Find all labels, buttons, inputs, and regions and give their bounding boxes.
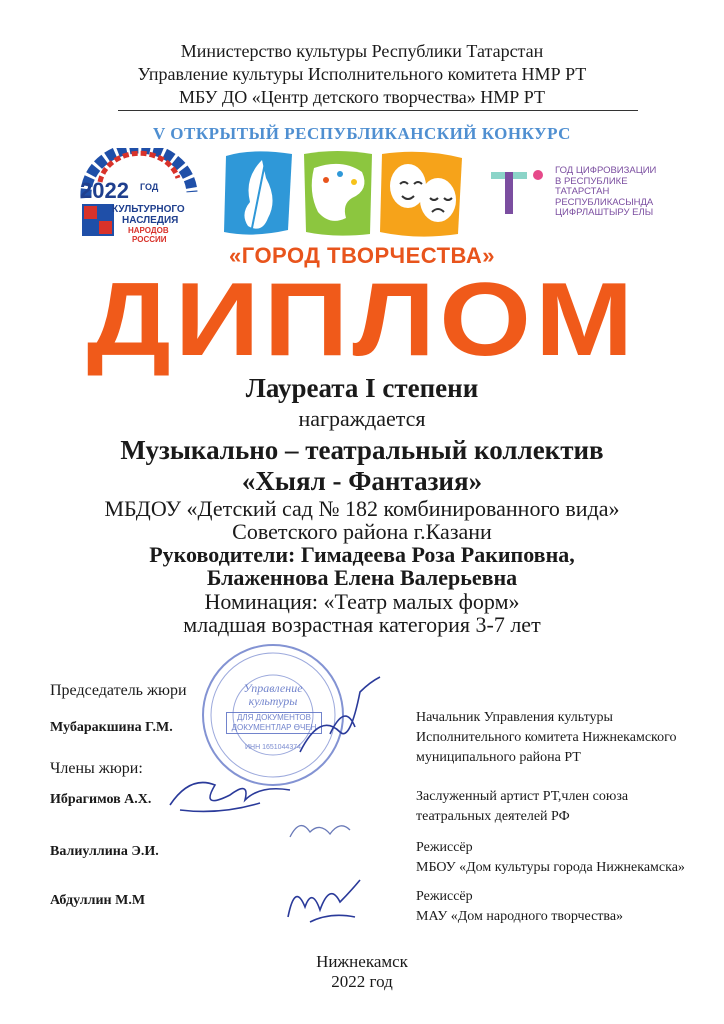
stamp-center-line2: культуры [248, 694, 298, 708]
jury-role-4 [416, 887, 716, 927]
awarded-text: награждается [298, 406, 426, 431]
signature-chair-icon [290, 672, 390, 762]
signature-abdullin-icon [280, 872, 370, 927]
header-center: МБУ ДО «Центр детского творчества» НМР РТ [178, 87, 546, 107]
stamp-label-2: ДОКУМЕНТЛАР ӨЧЕН [231, 723, 317, 732]
digital-line-2: В РЕСПУБЛИКЕ [555, 175, 628, 187]
group-name-line1: Музыкально – театральный коллектив [120, 435, 604, 465]
logo-line-russia: РОССИИ [132, 235, 167, 244]
jury-role-1-line3: муниципального района РТ [416, 750, 581, 765]
digital-line-5: ЦИФРЛАШТЫРУ ЕЛЫ [555, 207, 654, 218]
t-letter-icon [491, 164, 551, 214]
diploma-title: ДИПЛОМ [86, 261, 638, 378]
contest-emblem [222, 148, 492, 238]
header-ministry: Министерство культуры Республики Татарстан [180, 41, 544, 61]
stamp-inn: ИНН 1651044374 [244, 744, 302, 751]
logo-line-heritage: НАСЛЕДИЯ [122, 215, 179, 226]
contest-subtitle: V ОТКРЫТЫЙ РЕСПУБЛИКАНСКИЙ КОНКУРС [153, 124, 571, 143]
jury-role-4-line2: МАУ «Дом народного творчества» [416, 909, 624, 924]
jury-role-3-line2: МБОУ «Дом культуры города Нижнекамска» [416, 860, 685, 875]
digital-line-1: ГОД ЦИФРОВИЗАЦИИ [555, 165, 657, 176]
stamp-label-1: ДЛЯ ДОКУМЕНТОВ [236, 713, 311, 722]
footer-year: 2022 год [331, 972, 393, 991]
header-department: Управление культуры Исполнительного комитета НМР РТ [137, 64, 587, 84]
jury-name-3: Валиуллина Э.И. [50, 844, 159, 859]
jury-role-1-line2: Исполнительного комитета Нижнекамского [416, 730, 677, 745]
jury-role-2-line2: театральных деятелей РФ [416, 809, 570, 824]
digitalization-logo-text [555, 166, 656, 219]
organization-line2: Советского района г.Казани [232, 519, 492, 544]
logo-line-peoples: НАРОДОВ [128, 226, 169, 235]
digital-line-4: РЕСПУБЛИКАСЫНДА [555, 196, 654, 208]
header-divider [118, 110, 638, 111]
leaders-line1: Руководители: Гимадеева Роза Ракиповна, [149, 542, 575, 567]
stamp-center-line1: Управление [243, 681, 303, 695]
culture-heritage-logo [80, 148, 198, 246]
jury-name-1: Мубаракшина Г.М. [50, 720, 173, 735]
digital-line-3: ТАТАРСТАН [555, 186, 610, 197]
jury-role-2-line1: Заслуженный артист РТ,член союза [416, 789, 629, 804]
jury-name-2: Ибрагимов А.Х. [50, 792, 152, 807]
jury-role-3 [416, 838, 716, 878]
footer-city: Нижнекамск [316, 952, 408, 971]
signature-ibragimov-icon [160, 765, 300, 820]
logo-year: 2022 [80, 178, 129, 203]
award-degree: Лауреата I степени [245, 373, 479, 403]
jury-role-3-line1: Режиссёр [416, 840, 473, 855]
digitalization-logo-mark [491, 164, 551, 214]
signature-valiullina-icon [285, 812, 355, 848]
nomination: Номинация: «Театр малых форм» [204, 589, 520, 614]
jury-role-4-line1: Режиссёр [416, 889, 473, 904]
arts-emblem-icon [222, 148, 492, 238]
group-name-line2: «Хыял - Фантазия» [241, 466, 483, 496]
jury-role-1 [416, 708, 716, 768]
organization-line1: МБДОУ «Детский сад № 182 комбинированного вида» [104, 496, 620, 521]
jury-name-4: Абдуллин М.М [50, 893, 146, 908]
jury-chair-label: Председатель жюри [50, 682, 187, 699]
logo-line-god: ГОД [140, 182, 159, 192]
age-category: младшая возрастная категория 3-7 лет [183, 612, 541, 637]
logo-line-cultural: КУЛЬТУРНОГО [112, 204, 185, 215]
leaders-line2: Блаженнова Елена Валерьевна [206, 565, 518, 590]
jury-role-1-line1: Начальник Управления культуры [416, 710, 613, 725]
jury-members-label: Члены жюри: [50, 760, 143, 777]
contest-name: «ГОРОД ТВОРЧЕСТВА» [229, 243, 495, 268]
jury-role-2 [416, 787, 716, 827]
